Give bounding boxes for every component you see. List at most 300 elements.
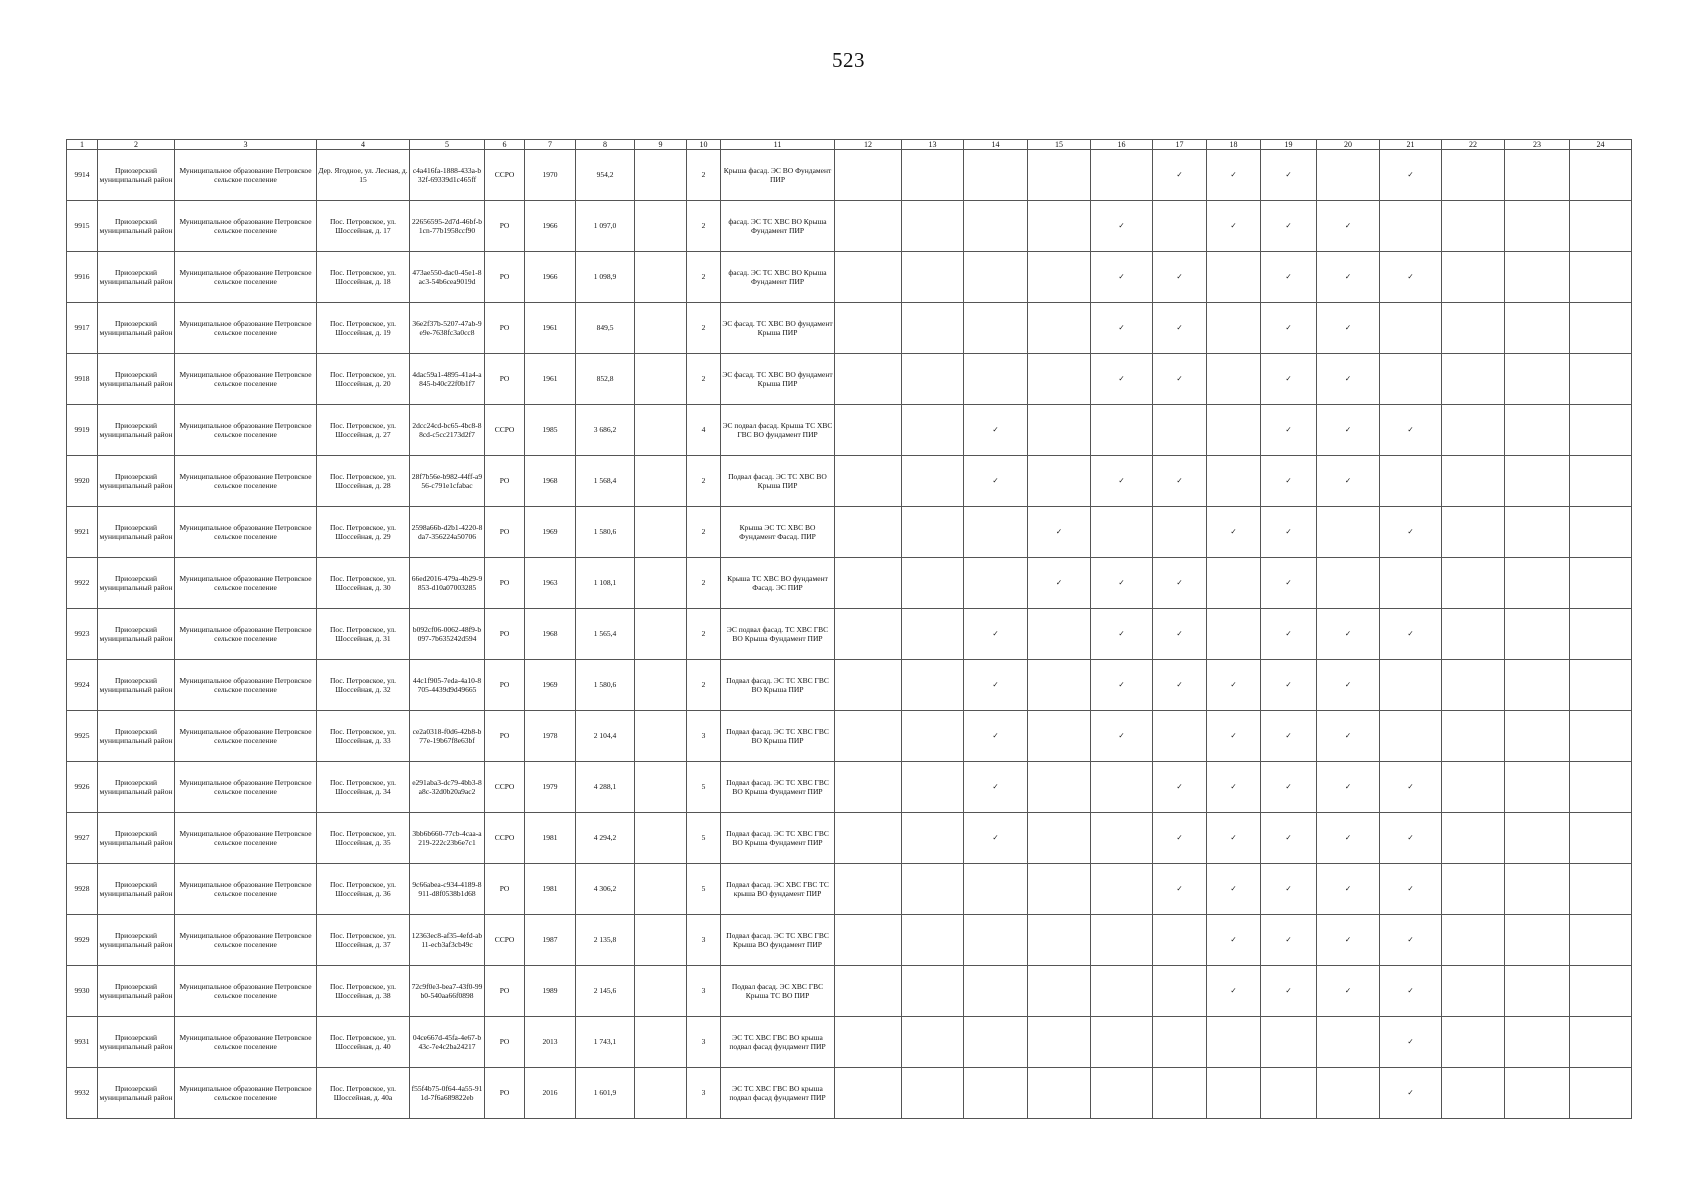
work-column-17-cell [1153,1068,1207,1119]
work-column-18-cell [1207,711,1261,762]
check-mark-icon: ✓ [1285,680,1292,690]
empty-cell [635,558,687,609]
year-cell: 2016 [525,1068,576,1119]
empty-cell [635,303,687,354]
work-column-13-cell [902,762,964,813]
id-cell: 9926 [67,762,98,813]
address-cell: Пос. Петровское, ул. Шоссейная, д. 17 [317,201,410,252]
work-column-24-cell [1570,558,1632,609]
work-column-15-cell [1028,711,1091,762]
year-cell: 1966 [525,252,576,303]
work-column-17-cell [1153,150,1207,201]
column-number-cell: 14 [964,140,1028,150]
work-column-15-cell [1028,762,1091,813]
id-cell: 9930 [67,966,98,1017]
column-number-cell: 12 [835,140,902,150]
work-column-20-cell [1317,507,1380,558]
check-mark-icon: ✓ [1118,578,1125,588]
municipality-cell: Муниципальное образование Петровское сельское поселение [175,405,317,456]
work-column-12-cell [835,813,902,864]
work-column-14-cell [964,1068,1028,1119]
type-cell: PO [485,1068,525,1119]
work-column-21-cell [1380,303,1442,354]
district-cell: Приозерский муниципальный район [98,507,175,558]
check-mark-icon: ✓ [1118,374,1125,384]
municipality-cell: Муниципальное образование Петровское сельское поселение [175,762,317,813]
work-column-22-cell [1442,150,1505,201]
id-cell: 9922 [67,558,98,609]
work-column-12-cell [835,558,902,609]
district-cell: Приозерский муниципальный район [98,915,175,966]
check-mark-icon: ✓ [1230,731,1237,741]
district-cell: Приозерский муниципальный район [98,1017,175,1068]
area-cell: 1 098,9 [576,252,635,303]
work-column-20-cell [1317,303,1380,354]
works-cell: Подвал фасад. ЭС ХВС ГВС Крыша ТС ВО ПИР [721,966,835,1017]
area-cell: 4 294,2 [576,813,635,864]
work-column-12-cell [835,762,902,813]
work-column-23-cell [1505,660,1570,711]
works-cell: Подвал фасад. ЭС ТС ХВС ГВС Крыша ВО фундамент ПИР [721,915,835,966]
area-cell: 1 097,0 [576,201,635,252]
work-column-16-cell [1091,711,1153,762]
work-column-22-cell [1442,966,1505,1017]
work-column-22-cell [1442,405,1505,456]
work-column-19-cell [1261,1017,1317,1068]
id-cell: 9918 [67,354,98,405]
address-cell: Пос. Петровское, ул. Шоссейная, д. 29 [317,507,410,558]
work-column-19-cell [1261,354,1317,405]
work-column-22-cell [1442,915,1505,966]
municipality-cell: Муниципальное образование Петровское сельское поселение [175,303,317,354]
check-mark-icon: ✓ [1344,272,1352,282]
empty-cell [635,405,687,456]
works-cell: Подвал фасад. ЭС ТС ХВС ВО Крыша ПИР [721,456,835,507]
work-column-16-cell [1091,150,1153,201]
work-column-17-cell [1153,456,1207,507]
work-column-20-cell [1317,762,1380,813]
count-cell: 2 [687,252,721,303]
count-cell: 2 [687,150,721,201]
municipality-cell: Муниципальное образование Петровское сельское поселение [175,252,317,303]
work-column-14-cell [964,201,1028,252]
work-column-13-cell [902,711,964,762]
work-column-17-cell [1153,762,1207,813]
work-column-13-cell [902,558,964,609]
work-column-18-cell [1207,303,1261,354]
check-mark-icon: ✓ [1176,578,1183,588]
work-column-19-cell [1261,252,1317,303]
check-mark-icon: ✓ [1230,935,1237,945]
count-cell: 2 [687,201,721,252]
table-row [67,762,1632,813]
check-mark-icon: ✓ [992,476,999,486]
empty-cell [635,864,687,915]
check-mark-icon: ✓ [1285,221,1292,231]
check-mark-icon: ✓ [1176,884,1183,894]
work-column-16-cell [1091,507,1153,558]
check-mark-icon: ✓ [1176,170,1183,180]
count-cell: 2 [687,354,721,405]
work-column-22-cell [1442,813,1505,864]
work-column-22-cell [1442,252,1505,303]
check-mark-icon: ✓ [1176,272,1183,282]
check-mark-icon: ✓ [1118,680,1125,690]
check-mark-icon: ✓ [1230,680,1237,690]
work-column-13-cell [902,405,964,456]
count-cell: 3 [687,915,721,966]
check-mark-icon: ✓ [1285,272,1292,282]
type-cell: PO [485,660,525,711]
district-cell: Приозерский муниципальный район [98,201,175,252]
work-column-13-cell [902,354,964,405]
area-cell: 4 306,2 [576,864,635,915]
district-cell: Приозерский муниципальный район [98,609,175,660]
guid-cell: 72c9f0e3-bea7-43f0-99b0-540aa66f0898 [410,966,485,1017]
work-column-22-cell [1442,711,1505,762]
work-column-12-cell [835,1068,902,1119]
table-row [67,966,1632,1017]
work-column-24-cell [1570,1068,1632,1119]
guid-cell: 04ce667d-45fa-4e67-b43c-7e4c2ba24217 [410,1017,485,1068]
work-column-17-cell [1153,966,1207,1017]
column-number-cell: 4 [317,140,410,150]
year-cell: 1987 [525,915,576,966]
work-column-16-cell [1091,762,1153,813]
work-column-24-cell [1570,507,1632,558]
district-cell: Приозерский муниципальный район [98,660,175,711]
id-cell: 9928 [67,864,98,915]
empty-cell [635,507,687,558]
check-mark-icon: ✓ [1176,323,1183,333]
year-cell: 1979 [525,762,576,813]
work-column-23-cell [1505,966,1570,1017]
check-mark-icon: ✓ [1407,272,1414,282]
work-column-22-cell [1442,609,1505,660]
work-column-15-cell [1028,813,1091,864]
check-mark-icon: ✓ [1285,935,1292,945]
column-number-cell: 18 [1207,140,1261,150]
work-column-14-cell [964,507,1028,558]
guid-cell: 473ae550-dac0-45e1-8ac3-54b6cea9019d [410,252,485,303]
district-cell: Приозерский муниципальный район [98,303,175,354]
table-row [67,915,1632,966]
check-mark-icon: ✓ [1344,476,1352,486]
year-cell: 1978 [525,711,576,762]
column-number-cell: 5 [410,140,485,150]
work-column-21-cell [1380,354,1442,405]
work-column-21-cell [1380,456,1442,507]
work-column-20-cell [1317,966,1380,1017]
area-cell: 1 580,6 [576,507,635,558]
district-cell: Приозерский муниципальный район [98,354,175,405]
check-mark-icon: ✓ [1407,833,1414,843]
guid-cell: e291aba3-dc79-4bb3-8a8c-32d0b20a9ac2 [410,762,485,813]
work-column-18-cell [1207,456,1261,507]
address-cell: Пос. Петровское, ул. Шоссейная, д. 27 [317,405,410,456]
guid-cell: 36e2f37b-5207-47ab-9e9e-7638fc3a0cc8 [410,303,485,354]
column-number-cell: 20 [1317,140,1380,150]
work-column-18-cell [1207,915,1261,966]
check-mark-icon: ✓ [1285,884,1292,894]
area-cell: 1 743,1 [576,1017,635,1068]
check-mark-icon: ✓ [1118,476,1125,486]
work-column-21-cell [1380,966,1442,1017]
check-mark-icon: ✓ [1118,323,1125,333]
work-column-14-cell [964,150,1028,201]
work-column-19-cell [1261,507,1317,558]
work-column-23-cell [1505,201,1570,252]
check-mark-icon: ✓ [992,833,999,843]
column-number-cell: 1 [67,140,98,150]
area-cell: 852,8 [576,354,635,405]
check-mark-icon: ✓ [1344,935,1352,945]
work-column-12-cell [835,405,902,456]
year-cell: 1969 [525,507,576,558]
work-column-13-cell [902,915,964,966]
work-column-21-cell [1380,762,1442,813]
column-number-cell: 17 [1153,140,1207,150]
year-cell: 1968 [525,456,576,507]
address-cell: Дер. Ягодное, ул. Лесная, д. 15 [317,150,410,201]
work-column-23-cell [1505,150,1570,201]
guid-cell: 28f7b56e-b982-44ff-a956-c791e1cfabac [410,456,485,507]
empty-cell [635,915,687,966]
works-cell: Подвал фасад. ЭС ХВС ГВС ТС крыша ВО фундамент ПИР [721,864,835,915]
works-cell: Подвал фасад. ЭС ТС ХВС ГВС ВО Крыша Фундамент ПИР [721,762,835,813]
count-cell: 2 [687,507,721,558]
column-number-cell: 23 [1505,140,1570,150]
check-mark-icon: ✓ [1285,425,1292,435]
work-column-17-cell [1153,915,1207,966]
work-column-17-cell [1153,252,1207,303]
work-column-21-cell [1380,864,1442,915]
work-column-24-cell [1570,711,1632,762]
work-column-13-cell [902,201,964,252]
check-mark-icon: ✓ [992,680,999,690]
work-column-19-cell [1261,201,1317,252]
column-number-cell: 10 [687,140,721,150]
check-mark-icon: ✓ [1344,374,1352,384]
work-column-12-cell [835,711,902,762]
work-column-14-cell [964,1017,1028,1068]
work-column-21-cell [1380,711,1442,762]
table-row [67,660,1632,711]
check-mark-icon: ✓ [1230,833,1237,843]
year-cell: 1969 [525,660,576,711]
municipality-cell: Муниципальное образование Петровское сельское поселение [175,1068,317,1119]
check-mark-icon: ✓ [1407,782,1414,792]
check-mark-icon: ✓ [1176,680,1183,690]
check-mark-icon: ✓ [1407,425,1414,435]
work-column-14-cell [964,354,1028,405]
work-column-24-cell [1570,456,1632,507]
check-mark-icon: ✓ [1118,221,1125,231]
check-mark-icon: ✓ [1344,986,1352,996]
work-column-12-cell [835,966,902,1017]
year-cell: 1985 [525,405,576,456]
column-number-cell: 22 [1442,140,1505,150]
work-column-24-cell [1570,252,1632,303]
check-mark-icon: ✓ [1230,884,1237,894]
work-column-19-cell [1261,813,1317,864]
work-column-17-cell [1153,813,1207,864]
count-cell: 2 [687,456,721,507]
table-row [67,711,1632,762]
check-mark-icon: ✓ [1118,731,1125,741]
work-column-20-cell [1317,660,1380,711]
guid-cell: c4a416fa-1888-433a-b32f-69339d1c465ff [410,150,485,201]
work-column-19-cell [1261,558,1317,609]
work-column-15-cell [1028,1068,1091,1119]
column-number-cell: 16 [1091,140,1153,150]
table-row [67,558,1632,609]
table-row [67,150,1632,201]
year-cell: 2013 [525,1017,576,1068]
work-column-24-cell [1570,201,1632,252]
work-column-19-cell [1261,405,1317,456]
work-column-20-cell [1317,456,1380,507]
id-cell: 9932 [67,1068,98,1119]
work-column-20-cell [1317,354,1380,405]
empty-cell [635,252,687,303]
work-column-12-cell [835,609,902,660]
work-column-23-cell [1505,1017,1570,1068]
check-mark-icon: ✓ [1407,986,1414,996]
work-column-18-cell [1207,813,1261,864]
work-column-21-cell [1380,609,1442,660]
type-cell: PO [485,1017,525,1068]
work-column-18-cell [1207,354,1261,405]
work-column-17-cell [1153,405,1207,456]
check-mark-icon: ✓ [1285,782,1292,792]
work-column-21-cell [1380,660,1442,711]
work-column-14-cell [964,966,1028,1017]
work-column-17-cell [1153,1017,1207,1068]
work-column-20-cell [1317,711,1380,762]
work-column-19-cell [1261,711,1317,762]
count-cell: 4 [687,405,721,456]
work-column-19-cell [1261,609,1317,660]
work-column-14-cell [964,915,1028,966]
work-column-19-cell [1261,915,1317,966]
work-column-18-cell [1207,405,1261,456]
work-column-15-cell [1028,354,1091,405]
district-cell: Приозерский муниципальный район [98,405,175,456]
municipality-cell: Муниципальное образование Петровское сельское поселение [175,456,317,507]
municipality-cell: Муниципальное образование Петровское сельское поселение [175,864,317,915]
check-mark-icon: ✓ [1344,323,1352,333]
work-column-17-cell [1153,354,1207,405]
table-row [67,405,1632,456]
municipality-cell: Муниципальное образование Петровское сельское поселение [175,609,317,660]
work-column-15-cell [1028,150,1091,201]
column-number-cell: 9 [635,140,687,150]
work-column-20-cell [1317,252,1380,303]
check-mark-icon: ✓ [1407,170,1414,180]
check-mark-icon: ✓ [1055,578,1063,588]
work-column-21-cell [1380,252,1442,303]
works-cell: фасад. ЭС ТС ХВС ВО Крыша Фундамент ПИР [721,252,835,303]
check-mark-icon: ✓ [992,425,999,435]
work-column-24-cell [1570,915,1632,966]
work-column-24-cell [1570,150,1632,201]
work-column-13-cell [902,1068,964,1119]
municipality-cell: Муниципальное образование Петровское сельское поселение [175,558,317,609]
work-column-24-cell [1570,660,1632,711]
check-mark-icon: ✓ [1407,935,1414,945]
area-cell: 1 108,1 [576,558,635,609]
check-mark-icon: ✓ [1230,527,1237,537]
work-column-12-cell [835,1017,902,1068]
work-column-22-cell [1442,660,1505,711]
works-cell: Крыша ТС ХВС ВО фундамент Фасад. ЭС ПИР [721,558,835,609]
work-column-18-cell [1207,507,1261,558]
address-cell: Пос. Петровское, ул. Шоссейная, д. 30 [317,558,410,609]
column-number-cell: 19 [1261,140,1317,150]
work-column-17-cell [1153,201,1207,252]
work-column-14-cell [964,303,1028,354]
work-column-12-cell [835,201,902,252]
district-cell: Приозерский муниципальный район [98,864,175,915]
work-column-12-cell [835,150,902,201]
id-cell: 9920 [67,456,98,507]
work-column-16-cell [1091,1068,1153,1119]
work-column-16-cell [1091,609,1153,660]
id-cell: 9925 [67,711,98,762]
municipality-cell: Муниципальное образование Петровское сельское поселение [175,354,317,405]
work-column-15-cell [1028,915,1091,966]
municipality-cell: Муниципальное образование Петровское сельское поселение [175,150,317,201]
guid-cell: 22656595-2d7d-46bf-b1cn-77b1958ccf90 [410,201,485,252]
check-mark-icon: ✓ [1118,272,1125,282]
year-cell: 1981 [525,864,576,915]
work-column-15-cell [1028,1017,1091,1068]
table-row [67,303,1632,354]
work-column-23-cell [1505,405,1570,456]
work-column-23-cell [1505,456,1570,507]
table-row [67,456,1632,507]
work-column-23-cell [1505,252,1570,303]
work-column-14-cell [964,762,1028,813]
work-column-14-cell [964,660,1028,711]
work-column-20-cell [1317,1017,1380,1068]
work-column-12-cell [835,456,902,507]
work-column-20-cell [1317,915,1380,966]
column-number-cell: 2 [98,140,175,150]
check-mark-icon: ✓ [1176,476,1183,486]
work-column-14-cell [964,711,1028,762]
check-mark-icon: ✓ [1285,986,1292,996]
year-cell: 1968 [525,609,576,660]
municipality-cell: Муниципальное образование Петровское сельское поселение [175,966,317,1017]
work-column-19-cell [1261,660,1317,711]
work-column-19-cell [1261,150,1317,201]
id-cell: 9923 [67,609,98,660]
empty-cell [635,1017,687,1068]
work-column-12-cell [835,660,902,711]
work-column-23-cell [1505,354,1570,405]
work-column-21-cell [1380,405,1442,456]
count-cell: 5 [687,813,721,864]
work-column-19-cell [1261,966,1317,1017]
work-column-20-cell [1317,405,1380,456]
check-mark-icon: ✓ [1285,476,1292,486]
check-mark-icon: ✓ [1285,323,1292,333]
check-mark-icon: ✓ [1344,884,1352,894]
work-column-22-cell [1442,354,1505,405]
check-mark-icon: ✓ [1344,425,1352,435]
